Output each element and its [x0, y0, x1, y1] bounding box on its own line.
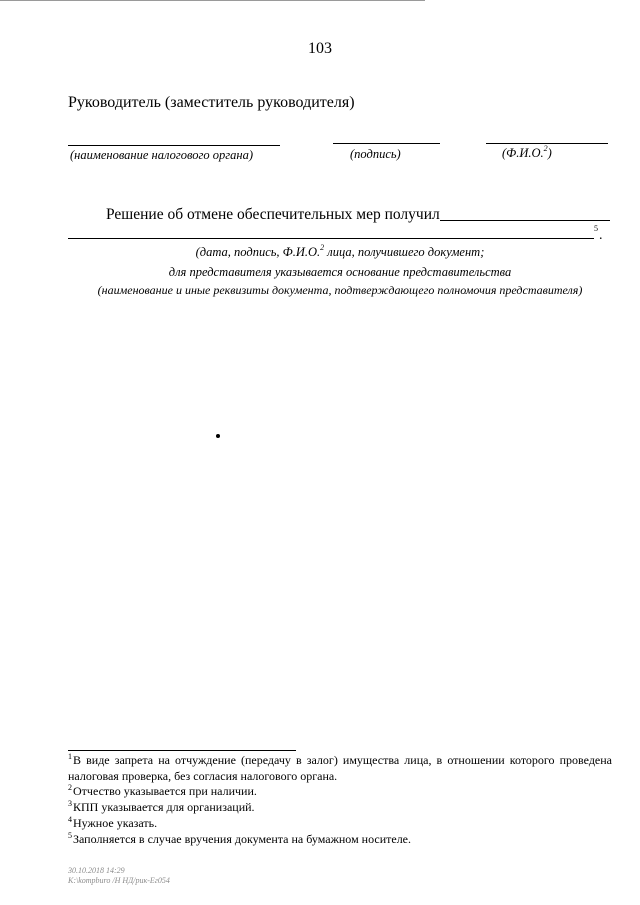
decision-label: Решение об отмене обеспечительных мер получил [106, 206, 440, 223]
footnote-item [68, 784, 612, 800]
receiver-caption [68, 243, 612, 299]
footnote-text: Заполняется в случае вручения документа на бумажном носителе. [73, 832, 412, 846]
receiver-caption-text-2: лица, получившего документ; [324, 245, 485, 259]
footnote-number: 5 [68, 831, 72, 840]
receiver-caption-line2: для представителя указывается основание представительства [168, 265, 512, 279]
signature-line [333, 143, 440, 144]
stray-dot [216, 434, 220, 438]
footnote-number: 3 [68, 799, 72, 808]
decision-end-period: . [599, 228, 603, 243]
footnote-number: 1 [68, 752, 72, 761]
footnote-text: КПП указывается для организаций. [73, 800, 255, 814]
top-rule [0, 0, 425, 1]
print-stamp [68, 866, 170, 886]
fio-caption-text: (Ф.И.О. [502, 146, 544, 160]
decision-footnote-mark: 5 [594, 224, 598, 233]
footnote-text: Отчество указывается при наличии. [73, 784, 257, 798]
footnote-item [68, 800, 612, 816]
footnote-number: 4 [68, 815, 72, 824]
footnote-item [68, 753, 612, 784]
fio-footnote-mark: 2 [543, 144, 548, 153]
footnotes [68, 753, 612, 848]
receiver-caption-text: (дата, подпись, Ф.И.О. [195, 245, 321, 259]
footnote-number: 2 [68, 783, 72, 792]
org-name-line [68, 145, 280, 146]
stamp-date: 30.10.2018 14:29 [68, 866, 125, 875]
receiver-caption-line3: (наименование и иные реквизиты документа, подтверждающего полномочия представителя) [97, 283, 583, 297]
receiver-footnote-mark: 2 [320, 243, 325, 252]
page-number: 103 [308, 40, 332, 57]
footnote-item [68, 832, 612, 848]
footnote-text: Нужное указать. [73, 816, 158, 830]
fio-caption [502, 146, 552, 161]
signatory-title: Руководитель (заместитель руководителя) [68, 94, 355, 111]
fio-caption-close: ) [547, 146, 552, 160]
receiver-caption-line1 [68, 243, 612, 263]
footnote-separator [68, 750, 296, 751]
footnote-text: В виде запрета на отчуждение (передачу в залог) имущества лица, в отношении которого проведена налоговая проверка, без согласия налогового органа. [68, 753, 612, 783]
receiver-line [440, 220, 610, 221]
footnote-item [68, 816, 612, 832]
signature-caption: (подпись) [350, 147, 401, 161]
org-name-caption: (наименование налогового органа) [70, 148, 253, 162]
stamp-path: K:\kompburo /Н НД/рик-Ег054 [68, 876, 170, 885]
receiver-line-2 [68, 238, 594, 239]
